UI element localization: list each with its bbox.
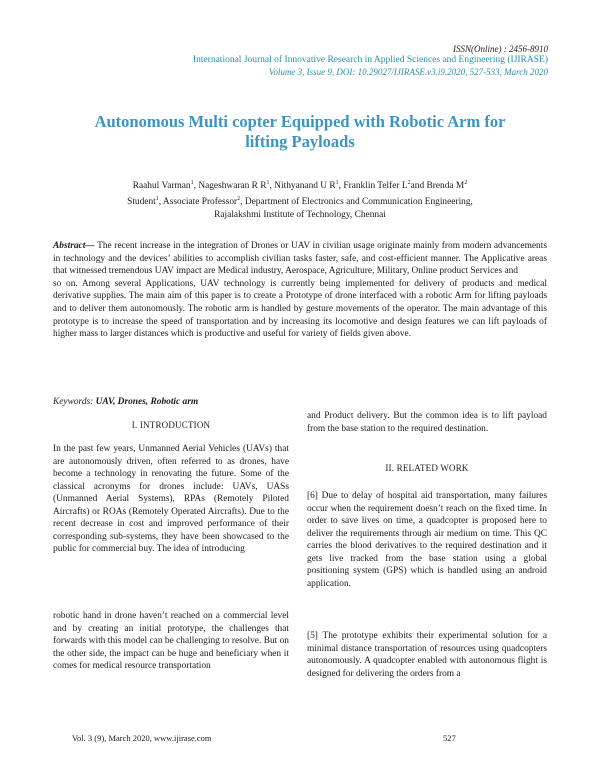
title-line-2: lifting Payloads — [245, 132, 355, 151]
keywords-label: Keywords — [53, 397, 91, 407]
author-name: , Nageshwaran R R — [193, 181, 267, 192]
abstract-para-2: so on. Among several Applications, UAV technology is currently being implemented for delivery of products and medical derivative supplies. The main aim of this paper is to create a Prototype of drone interfaced with a robotic Arm for lifting payloads and to deliver them autonomously. The robotic arm is handled by gesture movements of the operator. The main advantage of this prototype is to increase the speed of transportation and by increasing its locomotive and design features we can lift payloads of higher mass to larger distances which is productive and useful for variety of fields given above. — [53, 278, 547, 340]
footer-citation: Vol. 3 (9), March 2020, www.ijirase.com — [72, 733, 212, 743]
author-name: and Brenda M — [410, 181, 465, 192]
keywords-values: UAV, Drones, Robotic arm — [95, 397, 199, 407]
issn-line: ISSN(Online) : 2456-8910 — [453, 44, 548, 54]
affiliation-line: Student$^1$, Associate Professor$^2$, Department of Electronics and Communication Engineering, — [127, 196, 473, 208]
author-name: , Franklin Telfer L — [338, 181, 408, 192]
related-para-1: [6] Due to delay of hospital aid transportation, many failures occur when the requirement doesn’t reach on the fixed time. In order to save lives on time, a quadcopter is proposed here to deliver the requirements through air medium on time. This QC carries the blood derivatives to the required destination and it gets live tracked from the base station using a global positioning system (GPS) which is handled using an android application. — [307, 491, 547, 589]
intro-continued: and Product delivery. But the common idea is to lift payload from the base station to the required destination. — [307, 411, 547, 434]
author-name: Raahul Varman — [132, 181, 191, 192]
abstract — [53, 240, 547, 341]
page-number: 527 — [443, 733, 456, 743]
related-para-2: [5] The prototype exhibits their experimental solution for a minimal distance transportation of resources using quadcopters autonomously. A quadcopter enabled with autonomous flight is designed for delivering the orders from a — [307, 631, 547, 679]
intro-heading: I. INTRODUCTION — [131, 420, 211, 430]
abstract-label: Abstract— — [53, 241, 95, 251]
abstract-para-1: Abstract— The recent increase in the integration of Drones or UAV in civilian usage originate mainly from modern advancements in technology and the devices’ abilities to accomplish civilian tasks faster, safe, and cost-efficient manner. The Applicative areas that witnessed tremendous UAV impact are Medical industry, Aerospace, Agriculture, Military, Online product Services and — [53, 241, 547, 277]
paper-title — [60, 112, 540, 152]
title-line-1: Autonomous Multi copter Equipped with Robotic Arm for — [94, 112, 506, 131]
author-name: , Nithyanand U R — [269, 181, 336, 192]
intro-para-2: robotic hand in drone haven’t reached on a commercial level and by creating an initial prototype, the challenges that forwards with this model can be challenging to resolve. But on the other side, the impact can be huge and beneficiary when it comes for medical resource transportation — [53, 611, 289, 671]
intro-para-1: In the past few years, Unmanned Aerial Vehicles (UAVs) that are autonomously driven, often referred to as drones, have become a technology in renovating the future. Some of the classical acronyms for drones include: UAVs, UASs (Unmanned Aerial Systems), RPAs (Remotely Piloted Aircrafts) or ROAs (Remotely Operated Aircrafts). Due to the recent decrease in cost and improved performance of their corresponding sub-systems, they have been showcased to the public for commercial buy. The idea of introducing — [53, 444, 289, 554]
journal-name: International Journal of Innovative Research in Applied Sciences and Engineering (IJIRASE) — [192, 55, 548, 65]
institute-line: Rajalakshmi Institute of Technology, Chennai — [214, 210, 386, 221]
volume-line: Volume 3, Issue 9, DOI: 10.29027/IJIRASE.v3.i9.2020, 527-533, March 2020 — [268, 67, 548, 77]
keywords-line: Keywords: UAV, Drones, Robotic arm — [53, 397, 199, 407]
related-work-heading: II. RELATED WORK — [385, 463, 469, 473]
author-block — [60, 177, 540, 222]
author-list: Raahul Varman$^1$, Nageshwaran R $R^1$, Nithyanand U $R^1$, Franklin Telfer $L^2and$ Brenda $M^2$ — [132, 180, 468, 192]
